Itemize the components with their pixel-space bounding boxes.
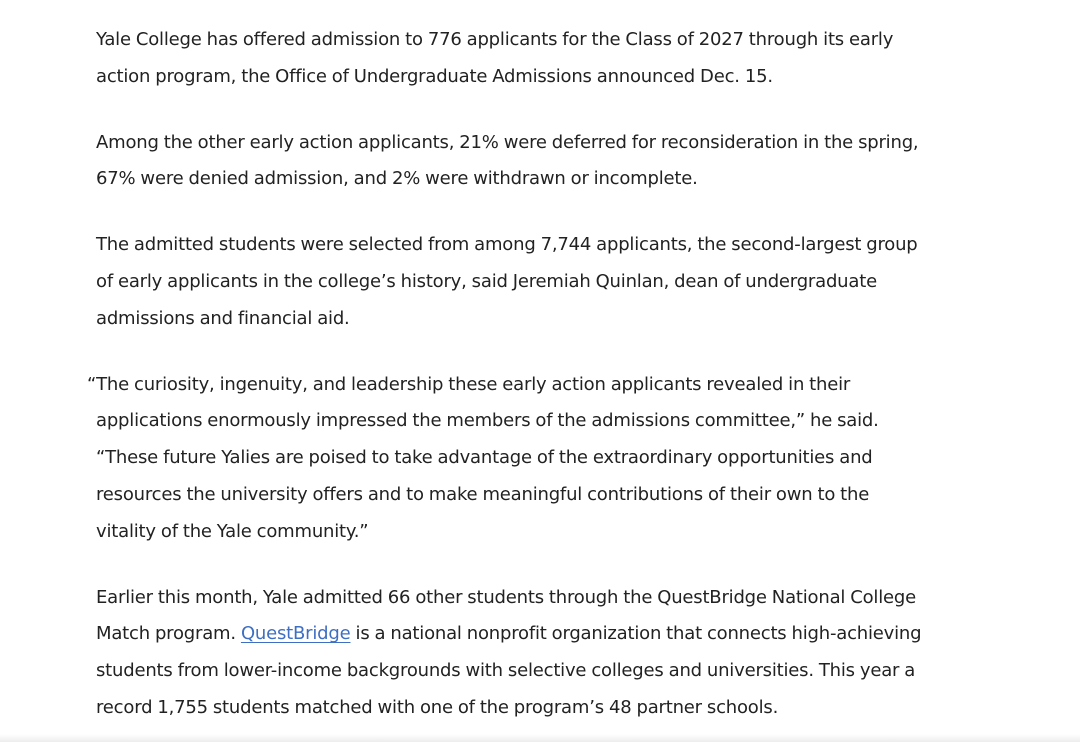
text-fragment: Match program. <box>96 623 241 645</box>
paragraph-dean-quote <box>87 367 936 551</box>
paragraph-questbridge <box>96 580 936 727</box>
text-line <box>96 616 936 653</box>
text-line: Among the other early action applicants, 21% were deferred for reconsideration in the spring, <box>96 131 919 153</box>
text-line: action program, the Office of Undergraduate Admissions announced Dec. 15. <box>96 65 773 87</box>
questbridge-link[interactable]: QuestBridge <box>240 623 351 645</box>
text-line: vitality of the Yale community.” <box>96 520 369 542</box>
text-line: The admitted students were selected from among 7,744 applicants, the second-largest group <box>96 234 918 256</box>
text-line: students from lower-income backgrounds with selective colleges and universities. This year a <box>96 660 916 682</box>
text-line: 67% were denied admission, and 2% were withdrawn or incomplete. <box>96 168 698 190</box>
text-fragment: is a national nonprofit organization that connects high-achieving <box>350 623 922 645</box>
text-line: “The curiosity, ingenuity, and leadership these early action applicants revealed in their <box>87 373 851 395</box>
text-line: “These future Yalies are poised to take advantage of the extraordinary opportunities and <box>96 447 873 469</box>
paragraph-deferred-stats <box>96 125 936 199</box>
page-bottom-edge <box>0 734 1080 742</box>
text-line: applications enormously impressed the members of the admissions committee,” he said. <box>96 410 879 432</box>
text-line: admissions and financial aid. <box>96 307 350 329</box>
text-line: resources the university offers and to make meaningful contributions of their own to the <box>96 483 870 505</box>
article-body <box>87 22 936 756</box>
text-line: Yale College has offered admission to 776 applicants for the Class of 2027 through its early <box>96 29 894 50</box>
paragraph-admission-offer <box>96 22 936 96</box>
text-line: record 1,755 students matched with one of the program’s 48 partner schools. <box>96 696 779 718</box>
text-line: of early applicants in the college’s history, said Jeremiah Quinlan, dean of undergraduate <box>96 270 877 292</box>
paragraph-applicant-pool <box>96 227 936 337</box>
text-line: Earlier this month, Yale admitted 66 other students through the QuestBridge National College <box>96 586 916 608</box>
